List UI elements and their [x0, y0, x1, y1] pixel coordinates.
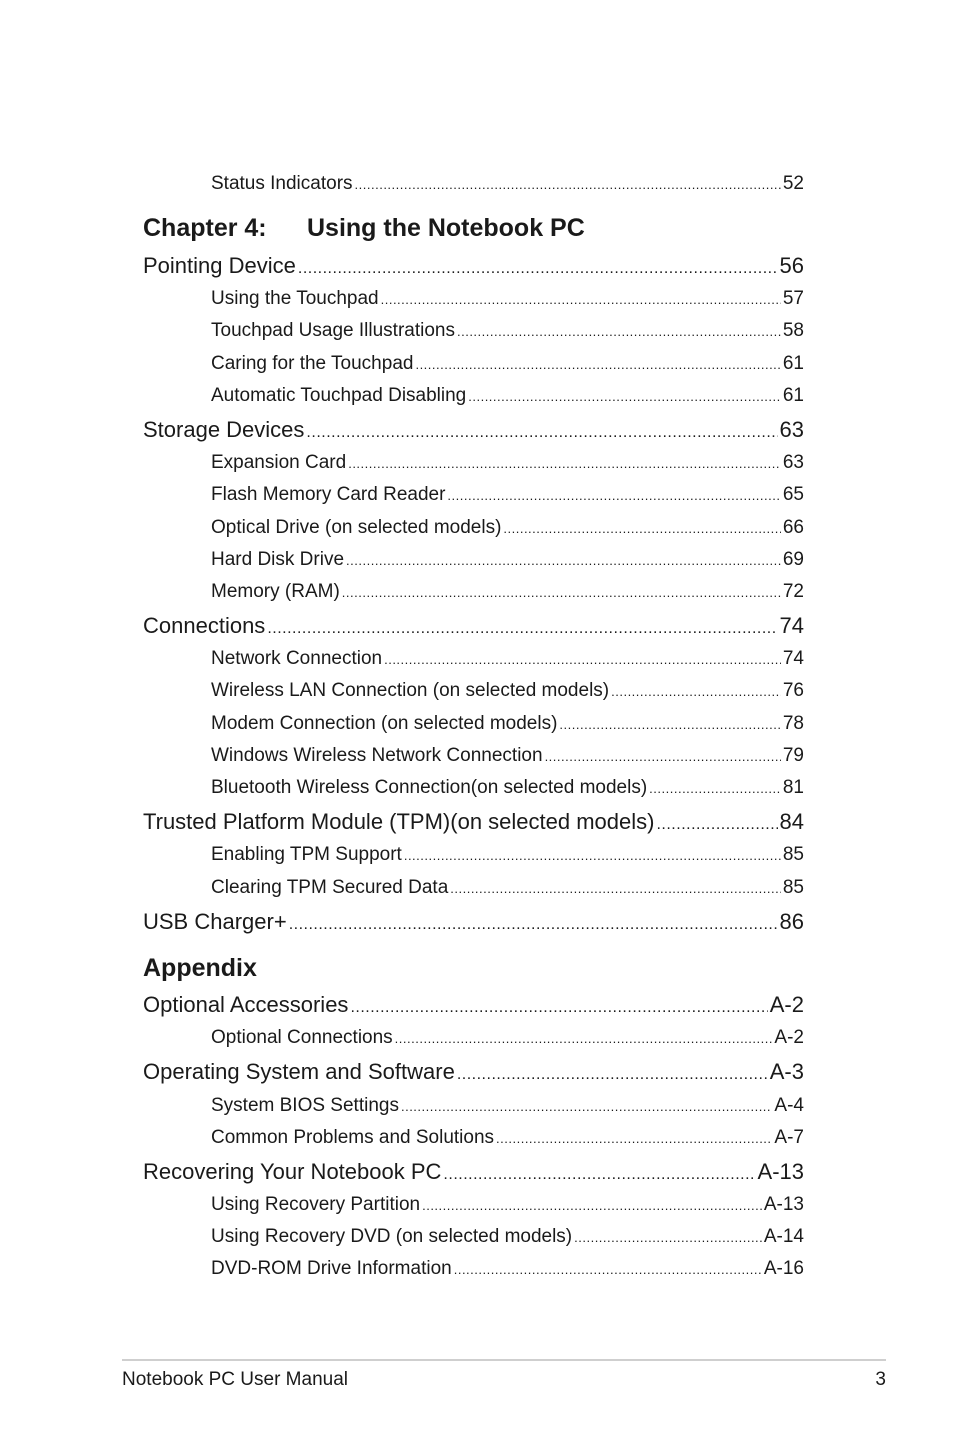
toc-entry-recovery-dvd[interactable]	[211, 1224, 804, 1250]
toc-entry-touchpad-usage[interactable]	[211, 318, 804, 344]
toc-entry-label: Using Recovery DVD (on selected models)	[211, 1226, 573, 1247]
toc-entry-page: 74	[779, 613, 804, 638]
toc-entry-page: 72	[782, 581, 804, 602]
toc-entry-page: 52	[782, 173, 804, 194]
toc-entry-usb-charger[interactable]	[143, 907, 804, 937]
toc-entry-page: A-4	[774, 1095, 804, 1116]
dot-leader	[384, 647, 781, 673]
toc-entry-optical-drive[interactable]	[211, 515, 804, 541]
toc-entry-wireless-lan[interactable]	[211, 678, 804, 704]
dot-leader	[381, 287, 781, 313]
dot-leader	[404, 843, 781, 869]
dot-leader	[342, 580, 781, 606]
toc-entry-label: Optional Connections	[211, 1027, 393, 1048]
toc-entry-page: 65	[782, 484, 804, 505]
toc-entry-label: Storage Devices	[143, 417, 305, 442]
toc-entry-page: 86	[779, 909, 804, 934]
toc-entry-label: Modem Connection (on selected models)	[211, 713, 558, 734]
toc-entry-label: Optional Accessories	[143, 992, 349, 1017]
toc-entry-enabling-tpm[interactable]	[211, 842, 804, 868]
toc-entry-network-connection[interactable]	[211, 646, 804, 672]
toc-entry-page: 79	[782, 745, 804, 766]
toc-entry-label: Connections	[143, 613, 266, 638]
dot-leader	[422, 1193, 762, 1219]
toc-entry-label: Clearing TPM Secured Data	[211, 877, 449, 898]
toc-entry-label: Wireless LAN Connection (on selected models)	[211, 680, 610, 701]
dot-leader	[656, 810, 777, 840]
dot-leader	[468, 384, 781, 410]
toc-entry-label: Common Problems and Solutions	[211, 1127, 495, 1148]
dot-leader	[443, 1160, 755, 1190]
toc-entry-using-touchpad[interactable]	[211, 286, 804, 312]
dot-leader	[450, 876, 781, 902]
toc-entry-tpm[interactable]	[143, 807, 804, 837]
toc-entry-page: 69	[782, 549, 804, 570]
dot-leader	[346, 548, 781, 574]
dot-leader	[348, 451, 781, 477]
toc-entry-label: Using Recovery Partition	[211, 1194, 421, 1215]
toc-entry-page: A-2	[774, 1027, 804, 1048]
toc-entry-page: 63	[779, 417, 804, 442]
toc-entry-page: 74	[782, 648, 804, 669]
toc-entry-label: Hard Disk Drive	[211, 549, 345, 570]
dot-leader	[306, 418, 777, 448]
dot-leader	[574, 1225, 762, 1251]
toc-entry-page: 84	[779, 809, 804, 834]
dot-leader	[457, 319, 781, 345]
toc-entry-page: 57	[782, 288, 804, 309]
toc-entry-label: Pointing Device	[143, 253, 296, 278]
toc-entry-page: 76	[782, 680, 804, 701]
toc-entry-caring-touchpad[interactable]	[211, 351, 804, 377]
dot-leader	[454, 1257, 762, 1283]
toc-entry-label: Touchpad Usage Illustrations	[211, 320, 455, 341]
toc-entry-label: Status Indicators	[211, 173, 353, 194]
toc-entry-label: Expansion Card	[211, 452, 347, 473]
dot-leader	[355, 172, 781, 198]
toc-entry-label: Flash Memory Card Reader	[211, 484, 446, 505]
toc-entry-status-indicators[interactable]	[211, 171, 804, 197]
dot-leader	[350, 993, 767, 1023]
toc-entry-page: A-3	[769, 1059, 804, 1084]
chapter-number: Chapter 4:	[143, 214, 267, 242]
toc-entry-auto-touchpad[interactable]	[211, 383, 804, 409]
toc-entry-connections[interactable]	[143, 611, 804, 641]
toc-entry-pointing-device[interactable]	[143, 251, 804, 281]
toc-entry-label: Optical Drive (on selected models)	[211, 517, 502, 538]
toc-entry-label: Caring for the Touchpad	[211, 353, 414, 374]
dot-leader	[649, 776, 781, 802]
toc-entry-bios-settings[interactable]	[211, 1093, 804, 1119]
toc-entry-clearing-tpm[interactable]	[211, 875, 804, 901]
toc-entry-page: A-13	[757, 1159, 804, 1184]
toc-entry-label: Operating System and Software	[143, 1059, 455, 1084]
toc-entry-page: A-13	[763, 1194, 804, 1215]
toc-entry-page: A-16	[763, 1258, 804, 1279]
toc-entry-page: A-14	[763, 1226, 804, 1247]
toc-entry-label: Network Connection	[211, 648, 383, 669]
dot-leader	[559, 712, 780, 738]
footer-divider	[122, 1359, 886, 1361]
toc-entry-storage-devices[interactable]	[143, 415, 804, 445]
toc-entry-recovery-partition[interactable]	[211, 1192, 804, 1218]
toc-entry-page: 61	[782, 385, 804, 406]
toc-entry-memory[interactable]	[211, 579, 804, 605]
toc-entry-label: Windows Wireless Network Connection	[211, 745, 543, 766]
toc-entry-optional-accessories[interactable]	[143, 990, 804, 1020]
dot-leader	[545, 744, 781, 770]
dot-leader	[503, 516, 780, 542]
toc-entry-page: 81	[782, 777, 804, 798]
dot-leader	[401, 1094, 772, 1120]
toc-entry-label: Trusted Platform Module (TPM)(on selected models)	[143, 809, 655, 834]
toc-entry-bluetooth[interactable]	[211, 775, 804, 801]
toc-entry-common-problems[interactable]	[211, 1125, 804, 1151]
toc-entry-flash-reader[interactable]	[211, 482, 804, 508]
toc-entry-label: Automatic Touchpad Disabling	[211, 385, 467, 406]
toc-entry-label: Memory (RAM)	[211, 581, 340, 602]
dot-leader	[447, 483, 780, 509]
toc-entry-page: 85	[782, 877, 804, 898]
toc-entry-page: 63	[782, 452, 804, 473]
toc-entry-page: A-2	[769, 992, 804, 1017]
toc-entry-page: 61	[782, 353, 804, 374]
toc-entry-os-software[interactable]	[143, 1057, 804, 1087]
toc-entry-page: 56	[779, 253, 804, 278]
footer-page-number: 3	[875, 1369, 886, 1390]
dot-leader	[298, 254, 778, 284]
dot-leader	[289, 910, 778, 940]
toc-entry-expansion-card[interactable]	[211, 450, 804, 476]
toc-entry-label: Bluetooth Wireless Connection(on selected models)	[211, 777, 648, 798]
appendix-heading: Appendix	[143, 954, 257, 982]
toc-entry-optional-connections[interactable]	[211, 1025, 804, 1051]
toc-entry-label: DVD-ROM Drive Information	[211, 1258, 452, 1279]
toc-entry-page: 85	[782, 844, 804, 865]
dot-leader	[267, 614, 777, 644]
toc-entry-modem[interactable]	[211, 711, 804, 737]
table-of-contents	[143, 0, 804, 1300]
dot-leader	[415, 352, 780, 378]
footer-manual-title: Notebook PC User Manual	[122, 1369, 348, 1390]
toc-entry-hard-disk[interactable]	[211, 547, 804, 573]
dot-leader	[496, 1126, 772, 1152]
toc-entry-page: 66	[782, 517, 804, 538]
toc-entry-label: USB Charger+	[143, 909, 287, 934]
dot-leader	[395, 1026, 773, 1052]
dot-leader	[611, 679, 781, 705]
toc-entry-dvdrom-info[interactable]	[211, 1256, 804, 1282]
toc-entry-windows-wireless[interactable]	[211, 743, 804, 769]
dot-leader	[457, 1060, 768, 1090]
toc-entry-label: System BIOS Settings	[211, 1095, 399, 1116]
toc-entry-label: Recovering Your Notebook PC	[143, 1159, 442, 1184]
toc-entry-page: 78	[782, 713, 804, 734]
toc-entry-page: A-7	[774, 1127, 804, 1148]
toc-entry-page: 58	[782, 320, 804, 341]
chapter-title: Using the Notebook PC	[307, 214, 585, 242]
chapter-4-heading	[143, 212, 585, 244]
toc-entry-label: Enabling TPM Support	[211, 844, 402, 865]
toc-entry-label: Using the Touchpad	[211, 288, 379, 309]
toc-entry-recovering[interactable]	[143, 1157, 804, 1187]
